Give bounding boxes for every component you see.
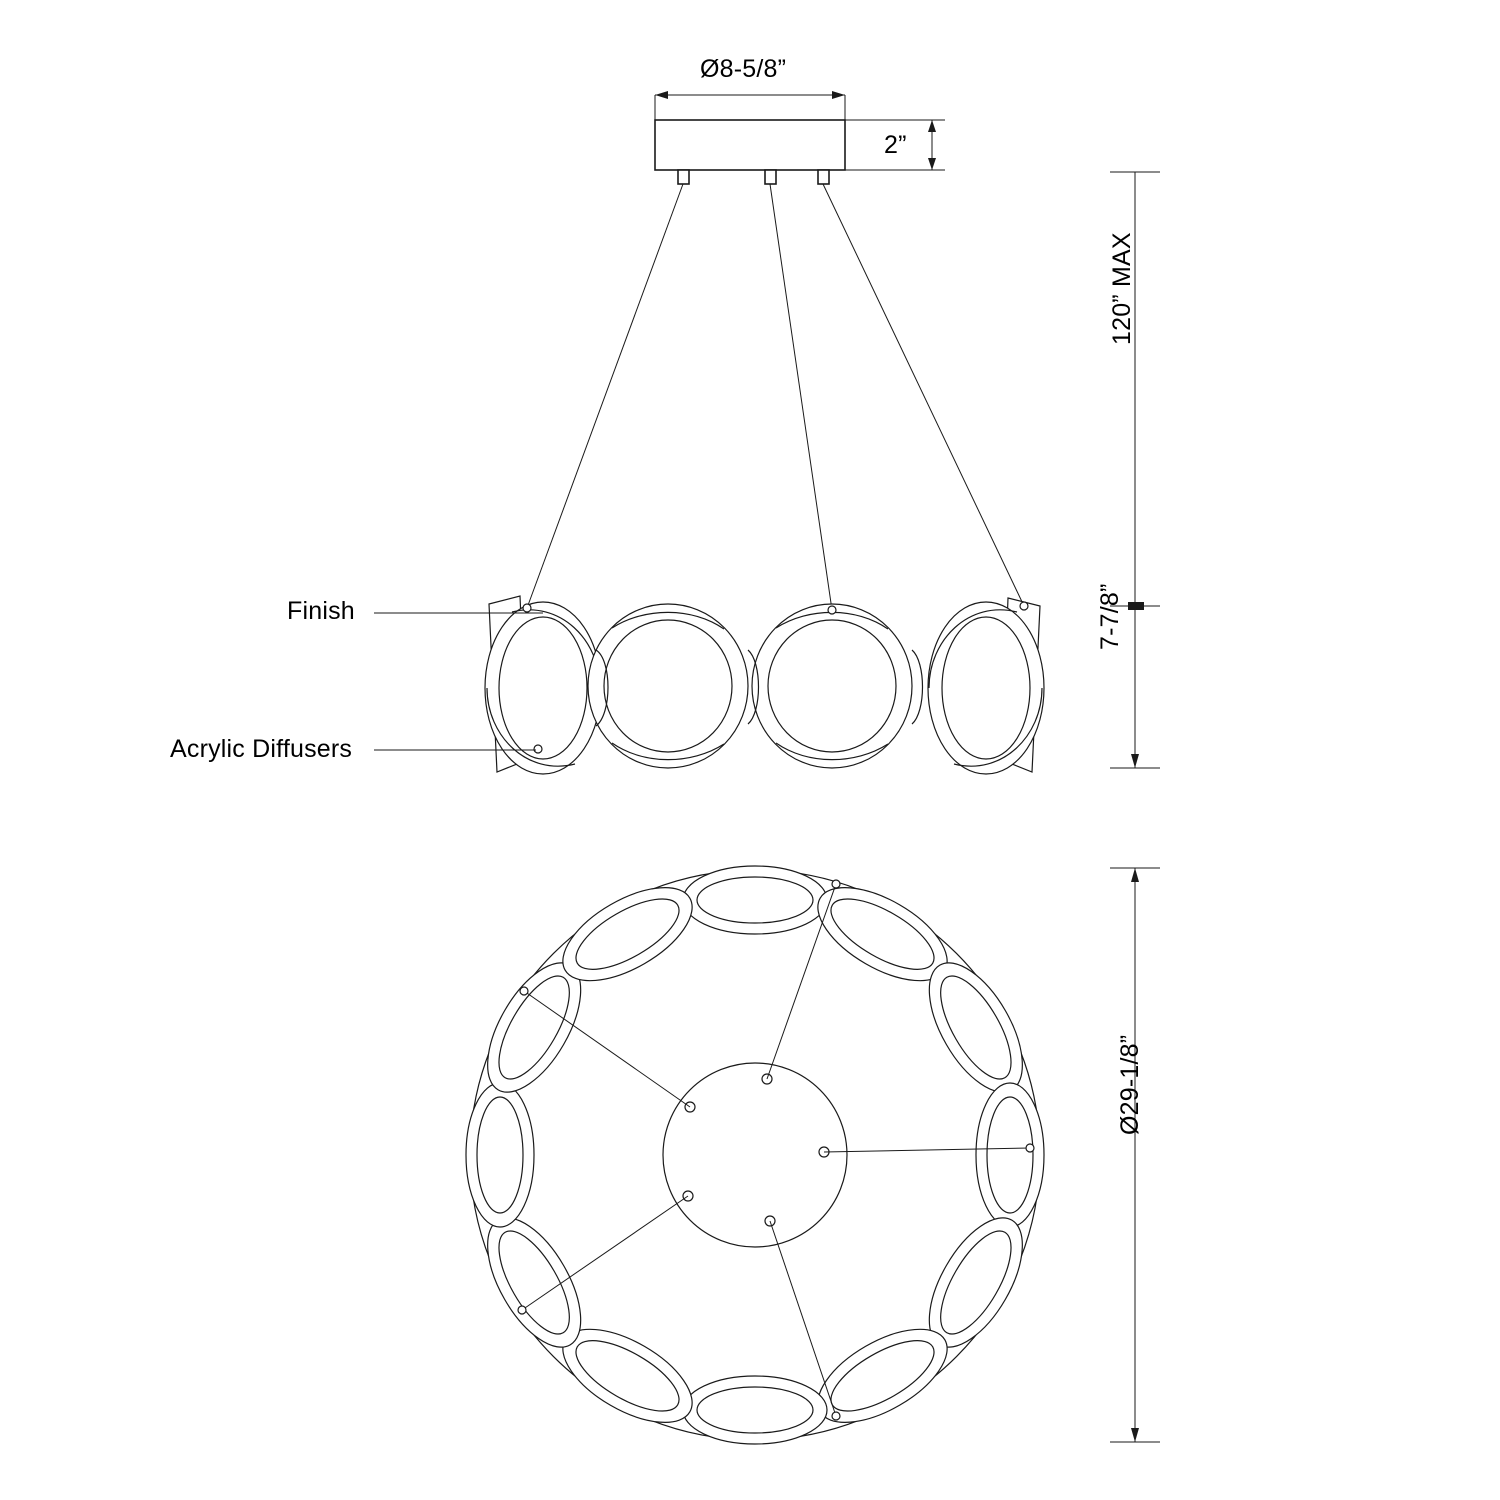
callout-acrylic-diffusers-label: Acrylic Diffusers xyxy=(170,735,353,763)
dim-fixture-diameter xyxy=(1110,868,1160,1442)
callout-finish-label: Finish xyxy=(287,597,355,625)
fixture-body-elevation xyxy=(485,596,1044,774)
center-hub-plate xyxy=(663,1063,847,1247)
dim-fixture-diameter-label: Ø29-1/8” xyxy=(1116,1034,1144,1135)
dim-canopy-diameter xyxy=(655,91,845,122)
dim-max-drop-label: 120” MAX xyxy=(1108,232,1136,345)
dim-canopy-height-label: 2” xyxy=(884,131,907,159)
plan-view xyxy=(466,866,1160,1444)
canopy xyxy=(655,120,845,184)
suspension-cables xyxy=(527,184,1024,610)
elevation-view xyxy=(374,91,1160,774)
dim-canopy-diameter-label: Ø8-5/8” xyxy=(700,55,787,83)
dim-fixture-height-label: 7-7/8” xyxy=(1096,583,1124,650)
